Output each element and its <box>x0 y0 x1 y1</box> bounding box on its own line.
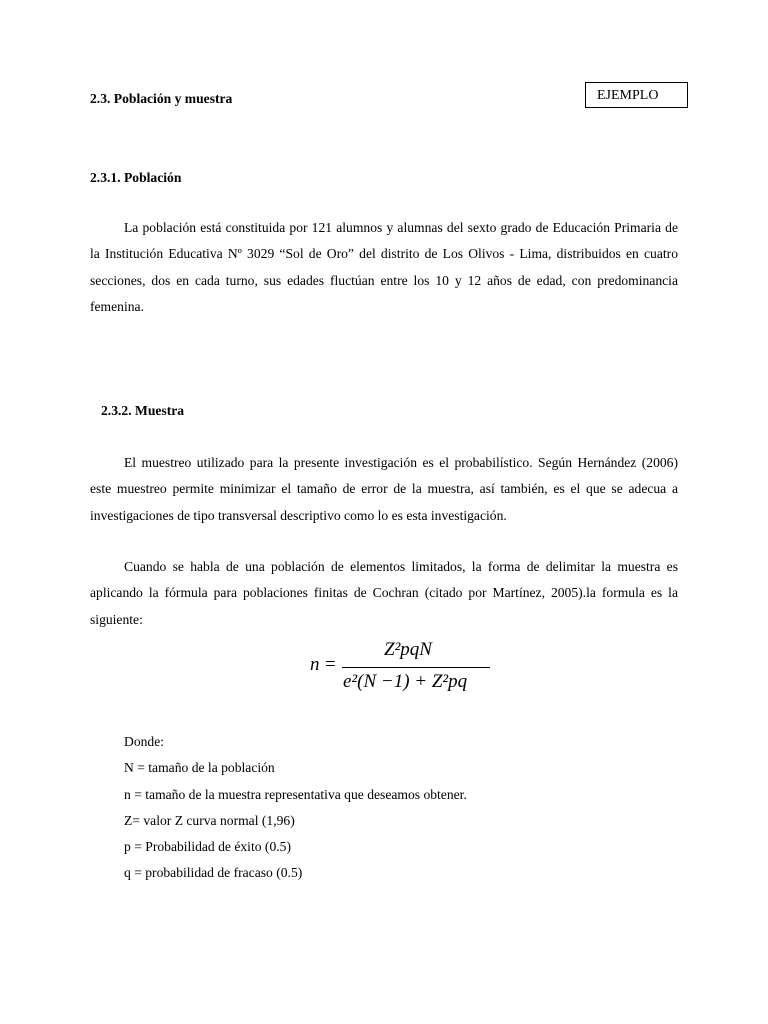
definitions-label: Donde: <box>124 734 165 749</box>
formula-numerator: Z²pqN <box>384 639 432 660</box>
example-badge: EJEMPLO <box>585 82 688 108</box>
muestra-heading: 2.3.2. Muestra <box>101 403 185 418</box>
definitions-list <box>124 729 467 887</box>
poblacion-paragraph: La población está constituida por 121 alumnos y alumnas del sexto grado de Educación Primaria de la Institución Educativa Nº 3029 “Sol de Oro” del distrito de Los Olivos - Lima, distribuidos en cuatro secciones, dos en cada turno, sus edades fluctúan entre los 10 y 12 años de edad, con predominancia femenina. <box>90 220 678 314</box>
formula-equals: = <box>325 654 336 675</box>
cochran-formula <box>310 638 510 698</box>
fraction-bar <box>342 667 490 668</box>
formula-denominator: e²(N −1) + Z²pq <box>343 671 468 692</box>
muestra-paragraph-2: Cuando se habla de una población de elementos limitados, la forma de delimitar la muestra es aplicando la fórmula para poblaciones finitas de Cochran (citado por Martínez, 2005).la formula es la siguiente: <box>90 559 678 627</box>
poblacion-heading: 2.3.1. Población <box>90 170 182 185</box>
muestra-paragraph-1: El muestreo utilizado para la presente investigación es el probabilístico. Según Hernández (2006) este muestreo permite minimizar el tamaño de error de la muestra, así también, es el que se adecua a investigaciones de tipo transversal descriptivo como lo es esta investigación. <box>90 455 678 523</box>
definition-item: n = tamaño de la muestra representativa que deseamos obtener. <box>124 786 467 802</box>
formula-lhs: n <box>310 654 320 675</box>
section-title: 2.3. Población y muestra <box>90 91 233 106</box>
definition-item: p = Probabilidad de éxito (0.5) <box>124 839 291 855</box>
definition-item: N = tamaño de la población <box>124 760 275 776</box>
definition-item: Z= valor Z curva normal (1,96) <box>124 812 295 828</box>
definition-item: q = probabilidad de fracaso (0.5) <box>124 865 303 881</box>
